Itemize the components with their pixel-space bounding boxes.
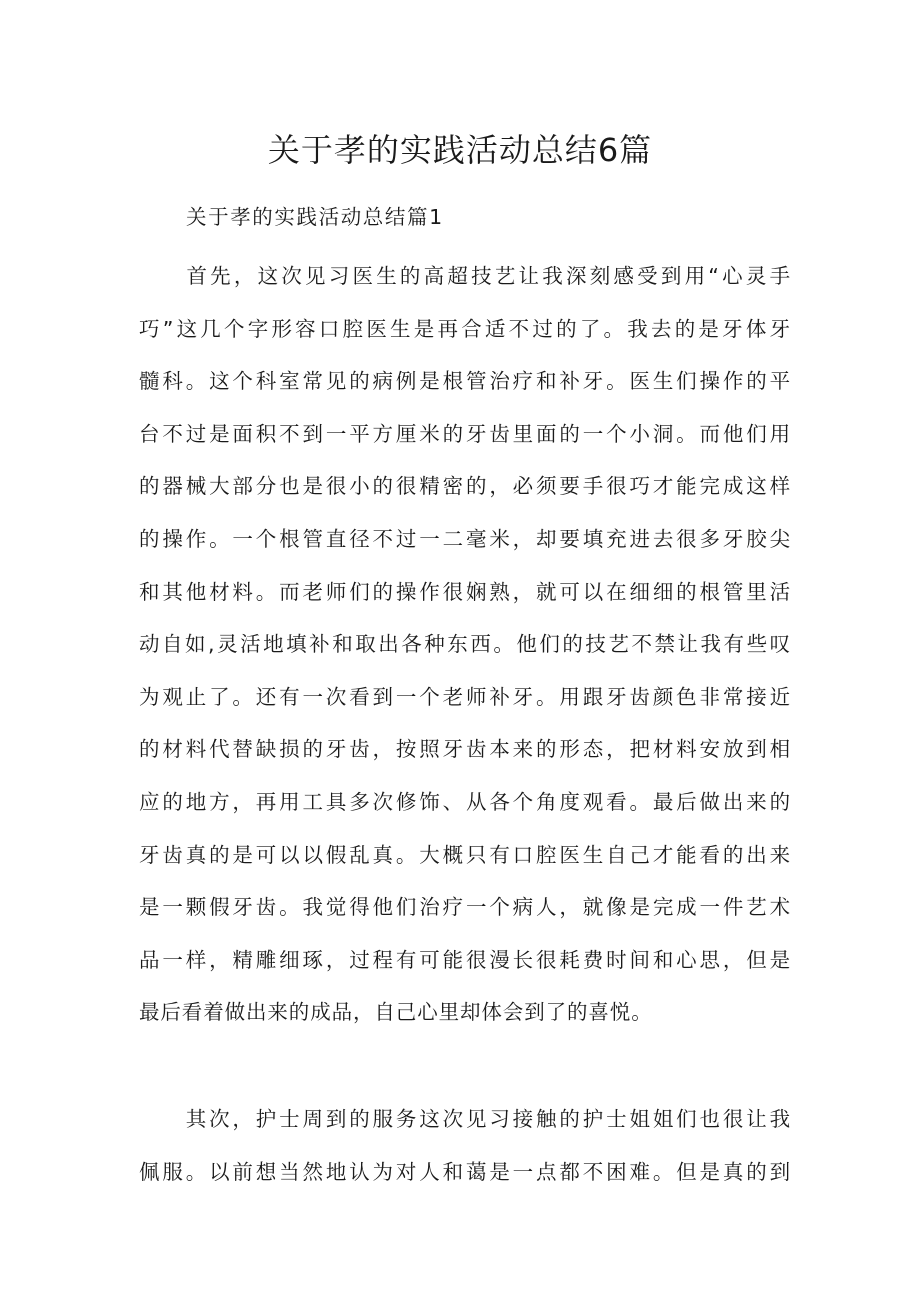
paragraph-line: 其次，护士周到的服务这次见习接触的护士姐姐们也很让我: [139, 1107, 791, 1131]
paragraph-line: 的器械大部分也是很小的很精密的，必须要手很巧才能完成这样: [139, 474, 791, 499]
paragraph-line: 髓科。这个科室常见的病例是根管治疗和补牙。医生们操作的平: [139, 369, 791, 394]
paragraph-line: 最后看着做出来的成品，自己心里却体会到了的喜悦。: [139, 1000, 653, 1025]
paragraph-line: 动自如,灵活地填补和取出各种东西。他们的技艺不禁让我有些叹: [139, 632, 791, 657]
paragraph-line: 的材料代替缺损的牙齿，按照牙齿本来的形态，把材料安放到相: [139, 737, 791, 762]
paragraph-1: [139, 250, 791, 1039]
section-heading: 关于孝的实践活动总结篇1: [186, 205, 444, 229]
paragraph-line: 的操作。一个根管直径不过一二毫米，却要填充进去很多牙胶尖: [139, 526, 791, 551]
paragraph-line: 首先，这次见习医生的高超技艺让我深刻感受到用“心灵手: [139, 264, 791, 288]
paragraph-line: 巧”这几个字形容口腔医生是再合适不过的了。我去的是牙体牙: [139, 316, 791, 341]
document-title: 关于孝的实践活动总结6篇: [267, 131, 653, 169]
paragraph-line: 应的地方，再用工具多次修饰、从各个角度观看。最后做出来的: [139, 789, 791, 814]
paragraph-line: 和其他材料。而老师们的操作很娴熟，就可以在细细的根管里活: [139, 579, 791, 604]
paragraph-line: 台不过是面积不到一平方厘米的牙齿里面的一个小洞。而他们用: [139, 421, 791, 446]
paragraph-line: 佩服。以前想当然地认为对人和蔼是一点都不困难。但是真的到: [139, 1159, 791, 1184]
paragraph-line: 是一颗假牙齿。我觉得他们治疗一个病人，就像是完成一件艺术: [139, 895, 791, 920]
paragraph-2: [139, 1093, 791, 1198]
paragraph-line: 品一样，精雕细琢，过程有可能很漫长很耗费时间和心思，但是: [139, 947, 791, 972]
paragraph-line: 为观止了。还有一次看到一个老师补牙。用跟牙齿颜色非常接近: [139, 684, 791, 709]
paragraph-line: 牙齿真的是可以以假乱真。大概只有口腔医生自己才能看的出来: [139, 842, 791, 867]
